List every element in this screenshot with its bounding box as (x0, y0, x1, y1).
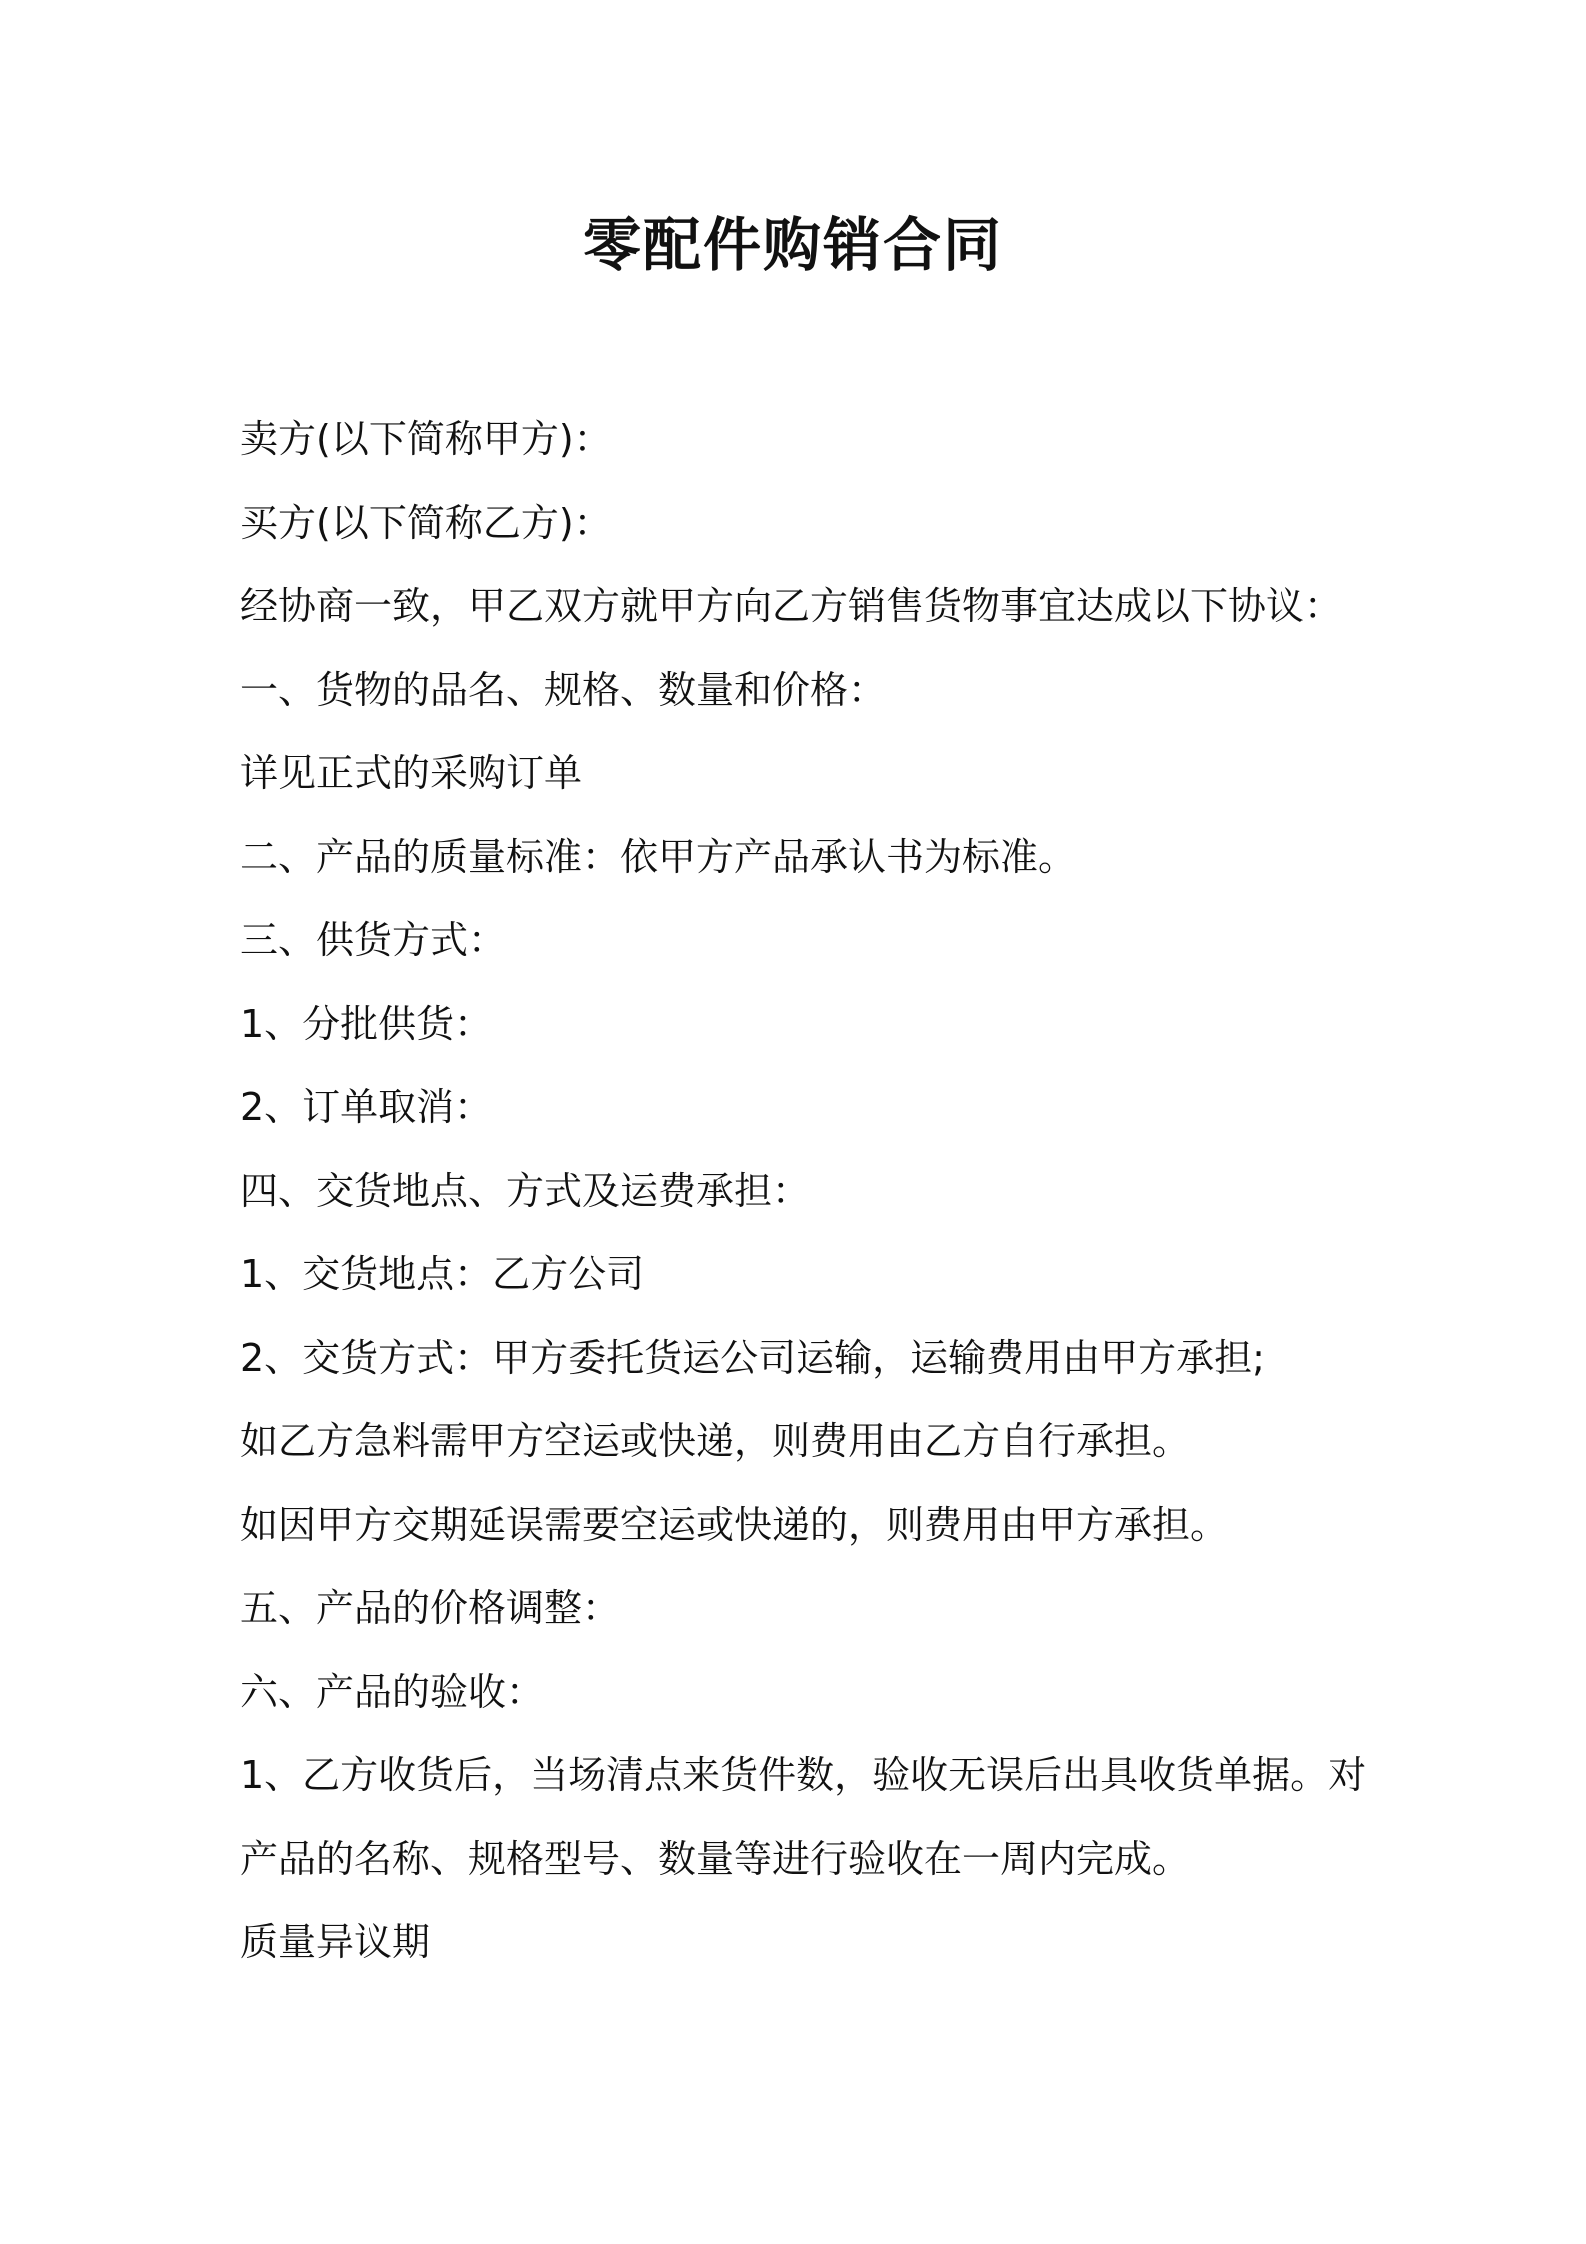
quality-objection-period: 质量异议期 (240, 1920, 431, 1964)
section-five-heading: 五、产品的价格调整： (240, 1586, 621, 1630)
delivery-place-line: 1、交货地点：乙方公司 (240, 1252, 645, 1296)
agreement-intro: 经协商一致，甲乙双方就甲方向乙方销售货物事宜达成以下协议： (240, 584, 1343, 628)
section-two-quality: 二、产品的质量标准：依甲方产品承认书为标准。 (240, 834, 1077, 879)
document-title: 零配件购销合同 (582, 211, 1003, 279)
batch-supply-line: 1、分批供货： (240, 1001, 493, 1046)
section-one-heading: 一、货物的品名、规格、数量和价格： (240, 667, 887, 712)
section-three-heading: 三、供货方式： (240, 918, 507, 962)
order-cancel-line: 2、订单取消： (240, 1085, 493, 1129)
delay-shipping-line: 如因甲方交期延误需要空运或快递的，则费用由甲方承担。 (240, 1502, 1229, 1547)
inspection-line: 1、乙方收货后，当场清点来货件数，验收无误后出具收货单据。对 (240, 1753, 1367, 1797)
urgent-shipping-line: 如乙方急料需甲方空运或快递，则费用由乙方自行承担。 (240, 1419, 1191, 1463)
section-four-heading: 四、交货地点、方式及运费承担： (240, 1168, 811, 1213)
section-one-detail: 详见正式的采购订单 (240, 751, 583, 795)
section-six-heading: 六、产品的验收： (240, 1669, 545, 1714)
inspection-continued-line: 产品的名称、规格型号、数量等进行验收在一周内完成。 (240, 1836, 1191, 1881)
delivery-method-line: 2、交货方式：甲方委托货运公司运输，运输费用由甲方承担; (240, 1335, 1265, 1380)
contract-body (240, 398, 1367, 1985)
seller-line: 卖方(以下简称甲方)： (240, 417, 612, 461)
buyer-line: 买方(以下简称乙方)： (240, 500, 612, 545)
